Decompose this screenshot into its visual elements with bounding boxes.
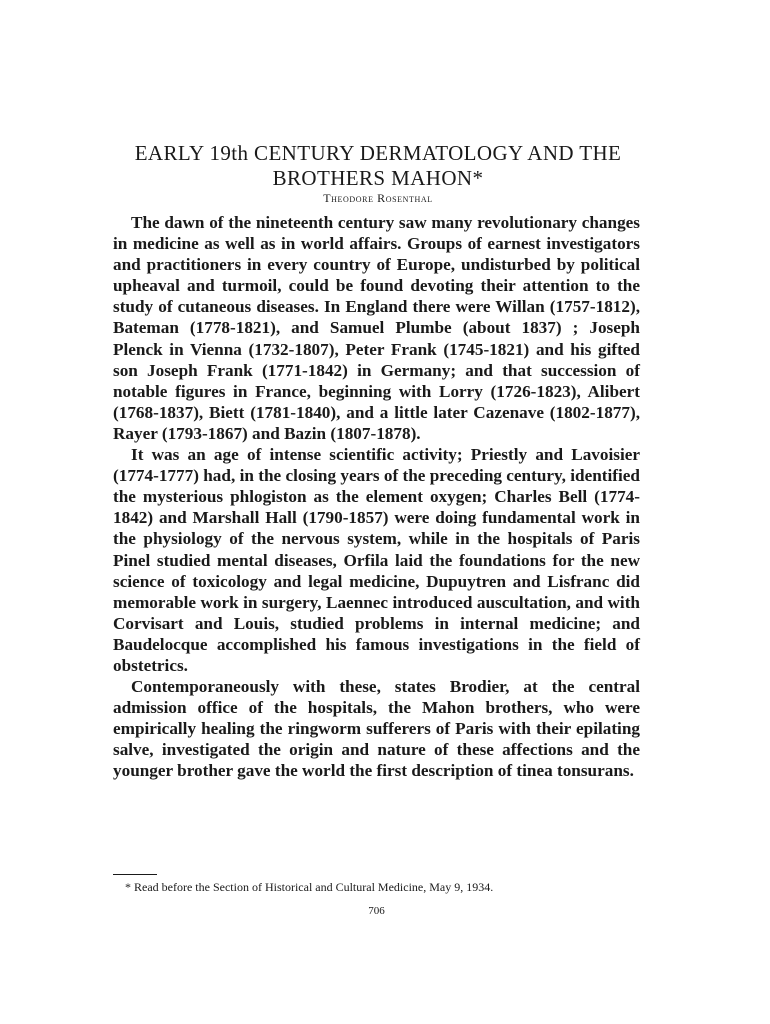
paragraph: It was an age of intense scientific activity; Priestly and Lavoisier (1774-1777) had, in the closing years of the preceding century, identified the mysterious phlogiston as the element oxygen; Charles Bell (1774-1842) and Marshall Hall (1790-1857) were doing fundamental work in the physiology of the nervous system, while in the hospitals of Paris Pinel studied mental diseases, Orfila laid the foundations for the new science of toxicology and legal medicine, Dupuytren and Lisfranc did memorable work in surgery, Laennec introduced auscultation, and with Corvisart and Louis, studied problems in internal medicine; and Baudelocque accomplished his famous investigations in the field of obstetrics. [113, 445, 640, 675]
title-line-2: BROTHERS MAHON* [272, 166, 484, 190]
paragraph: The dawn of the nineteenth century saw many revolutionary changes in medicine as well as in world affairs. Groups of earnest investigators and practitioners in every country of Europe, undisturbed by political upheaval and turmoil, could be found devoting their attention to the study of cutaneous diseases. In England there were Willan (1757-1812), Bateman (1778-1821), and Samuel Plumbe (about 1837) ; Joseph Plenck in Vienna (1732-1807), Peter Frank (1745-1821) and his gifted son Joseph Frank (1771-1842) in Germany; and that succession of notable figures in France, beginning with Lorry (1726-1823), Alibert (1768-1837), Biett (1781-1840), and a little later Cazenave (1802-1877), Rayer (1793-1867) and Bazin (1807-1878). [113, 213, 640, 443]
article-body [113, 212, 640, 782]
paragraph: Contemporaneously with these, states Brodier, at the central admission office of the hospitals, the Mahon brothers, who were empirically healing the ringworm sufferers of Paris with their epilating salve, investigated the origin and nature of these affections and the younger brother gave the world the first description of tinea tonsurans. [113, 677, 640, 781]
page-number: 706 [368, 905, 385, 917]
title-line-1: EARLY 19th CENTURY DERMATOLOGY AND THE [134, 141, 622, 165]
author-name: Theodore Rosenthal [323, 191, 433, 205]
footnote-divider [113, 874, 157, 875]
article-title [113, 141, 643, 191]
footnote: * Read before the Section of Historical and Cultural Medicine, May 9, 1934. [125, 880, 494, 894]
